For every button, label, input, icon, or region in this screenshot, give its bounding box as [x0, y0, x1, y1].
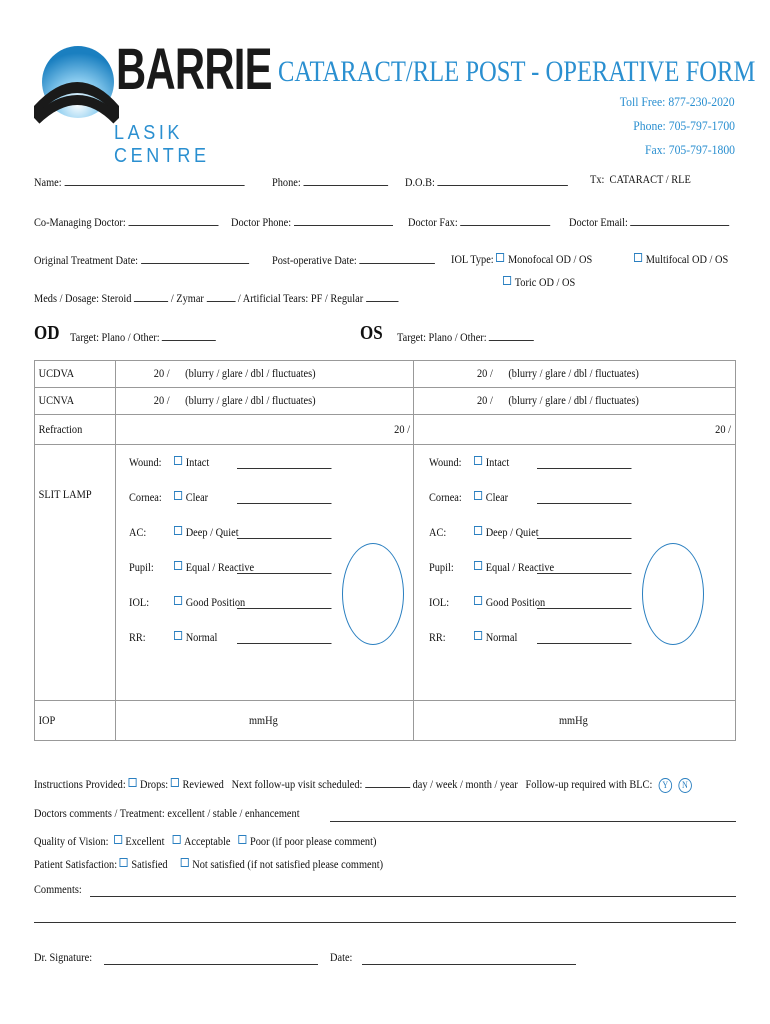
- slit-notes-field[interactable]: [537, 492, 632, 504]
- slit-notes-field[interactable]: [237, 597, 332, 609]
- comments-line-2[interactable]: [34, 922, 736, 923]
- slit-label: IOL:: [429, 597, 450, 609]
- slit-checkbox[interactable]: [474, 456, 482, 465]
- signature-line[interactable]: [104, 964, 318, 965]
- slit-option: Equal / Reactive: [185, 562, 254, 574]
- phone-label: Phone:: [272, 177, 301, 189]
- slit-label: Pupil:: [128, 562, 154, 574]
- slit-checkbox[interactable]: [174, 526, 182, 535]
- dob-field[interactable]: [437, 174, 567, 186]
- slit-checkbox[interactable]: [474, 526, 482, 535]
- followup-units: day / week / month / year: [412, 779, 518, 791]
- slit-lamp-row: [35, 445, 736, 701]
- followup-field[interactable]: [365, 776, 410, 788]
- ucnva-label: UCNVA: [38, 395, 75, 407]
- slit-label: Wound:: [429, 457, 462, 469]
- ucdva-os-quality: (blurry / glare / dbl / fluctuates): [508, 368, 640, 380]
- os-heading: OS: [360, 322, 383, 344]
- iol-type-label: IOL Type:: [451, 254, 494, 266]
- od-target-field[interactable]: [162, 329, 216, 341]
- form-title: CATARACT/RLE POST - OPERATIVE FORM: [278, 55, 756, 88]
- os-eye-diagram[interactable]: [642, 543, 704, 645]
- slit-option: Good Position: [486, 597, 546, 609]
- instructions-label: Instructions Provided:: [34, 779, 126, 791]
- co-doctor-field[interactable]: [128, 214, 218, 226]
- refraction-label: Refraction: [38, 423, 83, 436]
- slit-checkbox[interactable]: [174, 491, 182, 500]
- doctor-email-field[interactable]: [631, 214, 730, 226]
- ucdva-od-acuity: 20 /: [153, 368, 170, 380]
- slit-row-od-4: [129, 593, 254, 628]
- slit-option: Deep / Quiet: [486, 527, 540, 539]
- postop-date-label: Post-operative Date:: [272, 255, 357, 267]
- slit-checkbox[interactable]: [174, 561, 182, 570]
- reviewed-checkbox[interactable]: [171, 778, 179, 787]
- iop-od-cell[interactable]: [115, 701, 414, 741]
- zymar-field[interactable]: [206, 290, 235, 302]
- doctor-phone-label: Doctor Phone:: [231, 217, 292, 229]
- ucdva-os-cell[interactable]: [414, 361, 736, 388]
- postop-date-field[interactable]: [359, 252, 435, 264]
- slit-notes-field[interactable]: [537, 632, 632, 644]
- slit-checkbox[interactable]: [474, 561, 482, 570]
- od-target-label: Target: Plano / Other:: [70, 332, 160, 344]
- slit-checkbox[interactable]: [174, 456, 182, 465]
- tears-field[interactable]: [366, 290, 398, 302]
- slit-option: Normal: [185, 632, 218, 644]
- ucnva-row: [35, 388, 736, 415]
- slit-row-od-2: [129, 523, 254, 558]
- slit-option: Intact: [185, 457, 210, 469]
- blc-label: Follow-up required with BLC:: [525, 779, 653, 791]
- slit-checkbox[interactable]: [474, 596, 482, 605]
- toll-free: Toll Free: 877-230-2020: [620, 94, 735, 109]
- acceptable-checkbox[interactable]: [172, 835, 180, 844]
- slit-option: Clear: [185, 492, 209, 504]
- slit-label: Wound:: [128, 457, 162, 469]
- refraction-od-cell[interactable]: [115, 415, 414, 445]
- ucnva-os-cell[interactable]: [414, 388, 736, 415]
- ucnva-od-quality: (blurry / glare / dbl / fluctuates): [185, 395, 316, 407]
- slit-notes-field[interactable]: [537, 527, 632, 539]
- doctors-comments-label: Doctors comments / Treatment: excellent / stable / enhancement: [34, 808, 300, 820]
- slit-notes-field[interactable]: [237, 632, 332, 644]
- ucdva-od-quality: (blurry / glare / dbl / fluctuates): [185, 368, 316, 380]
- od-heading: OD: [34, 322, 60, 344]
- iop-od-unit: mmHg: [248, 714, 278, 727]
- slit-lamp-os-items: [429, 453, 568, 663]
- logo-brand: BARRIE: [116, 37, 272, 102]
- excellent-label: Excellent: [125, 836, 165, 848]
- dob-label: D.O.B:: [405, 177, 435, 189]
- slit-lamp-od-cell: [115, 445, 414, 701]
- slit-row-od-0: [129, 453, 254, 488]
- slit-label: Cornea:: [429, 492, 463, 504]
- ucnva-od-acuity: 20 /: [153, 395, 170, 407]
- slit-label: Cornea:: [128, 492, 162, 504]
- refraction-os-cell[interactable]: [414, 415, 736, 445]
- multifocal-checkbox[interactable]: [634, 253, 642, 262]
- slit-row-os-4: [429, 593, 554, 628]
- slit-notes-field[interactable]: [537, 597, 632, 609]
- toric-label: Toric OD / OS: [514, 277, 576, 289]
- ucdva-row: [35, 361, 736, 388]
- doctor-phone-field[interactable]: [294, 214, 393, 226]
- doctors-comments-line[interactable]: [330, 821, 736, 822]
- refraction-od-acuity: 20 /: [394, 423, 410, 436]
- slit-label: IOL:: [128, 597, 150, 609]
- date-line[interactable]: [362, 964, 576, 965]
- slit-checkbox[interactable]: [474, 491, 482, 500]
- ucdva-od-cell[interactable]: [115, 361, 414, 388]
- slit-label: AC:: [429, 527, 447, 539]
- refraction-row: [35, 415, 736, 445]
- slit-option: Deep / Quiet: [185, 527, 239, 539]
- slit-notes-field[interactable]: [237, 527, 332, 539]
- slit-row-od-3: [129, 558, 254, 593]
- doctor-fax-label: Doctor Fax:: [408, 217, 458, 229]
- zymar-label: / Zymar: [170, 293, 204, 305]
- ucnva-os-acuity: 20 /: [477, 395, 494, 407]
- iop-os-cell[interactable]: [414, 701, 736, 741]
- os-target-label: Target: Plano / Other:: [397, 332, 487, 344]
- slit-label: RR:: [128, 632, 146, 644]
- date-label: Date:: [330, 952, 353, 964]
- meds-label: Meds / Dosage: Steroid: [34, 293, 132, 305]
- satisfied-label: Satisfied: [131, 859, 168, 871]
- slit-row-os-2: [429, 523, 554, 558]
- reviewed-label: Reviewed: [182, 779, 224, 791]
- name-field[interactable]: [64, 174, 244, 186]
- slit-row-os-5: [429, 628, 554, 663]
- od-eye-diagram[interactable]: [342, 543, 404, 645]
- logo-subtitle: LASIK CENTRE: [114, 122, 210, 167]
- slit-option: Intact: [486, 457, 510, 469]
- orig-date-field[interactable]: [141, 252, 249, 264]
- drops-label: Drops:: [140, 779, 169, 791]
- slit-notes-field[interactable]: [237, 457, 332, 469]
- refraction-os-acuity: 20 /: [715, 423, 732, 436]
- sunrise-logo-icon: [34, 40, 119, 125]
- quality-label: Quality of Vision:: [34, 836, 109, 848]
- comments-label: Comments:: [34, 884, 82, 896]
- co-doctor-label: Co-Managing Doctor:: [34, 217, 126, 229]
- slit-lamp-od-items: [129, 453, 268, 663]
- satisfaction-label: Patient Satisfaction:: [34, 859, 118, 871]
- doctor-fax-field[interactable]: [460, 214, 550, 226]
- slit-option: Clear: [486, 492, 509, 504]
- iop-row: [35, 701, 736, 741]
- slit-notes-field[interactable]: [537, 562, 632, 574]
- no-option[interactable]: N: [678, 778, 692, 793]
- slit-option: Good Position: [185, 597, 246, 609]
- poor-label: Poor (if poor please comment): [249, 836, 377, 848]
- os-target-field[interactable]: [489, 329, 534, 341]
- slit-option: Normal: [486, 632, 518, 644]
- phone-number: Phone: 705-797-1700: [633, 118, 735, 133]
- fax-number: Fax: 705-797-1800: [644, 142, 735, 157]
- slit-checkbox[interactable]: [174, 631, 182, 640]
- acceptable-label: Acceptable: [183, 836, 231, 848]
- slit-lamp-label: SLIT LAMP: [38, 489, 92, 501]
- slit-label: AC:: [128, 527, 147, 539]
- iop-label: IOP: [38, 714, 56, 727]
- comments-line-1[interactable]: [90, 896, 736, 897]
- satisfied-checkbox[interactable]: [120, 858, 128, 867]
- slit-row-os-1: [429, 488, 554, 523]
- slit-label: Pupil:: [429, 562, 455, 574]
- ucdva-os-acuity: 20 /: [477, 368, 494, 380]
- slit-checkbox[interactable]: [474, 631, 482, 640]
- not-satisfied-label: Not satisfied (if not satisfied please comment): [192, 859, 384, 871]
- ucnva-od-cell[interactable]: [115, 388, 414, 415]
- slit-option: Equal / Reactive: [486, 562, 555, 574]
- drops-checkbox[interactable]: [128, 778, 136, 787]
- slit-row-od-1: [129, 488, 254, 523]
- slit-row-od-5: [129, 628, 254, 663]
- steroid-field[interactable]: [134, 290, 168, 302]
- slit-label: RR:: [429, 632, 447, 644]
- slit-row-os-3: [429, 558, 554, 593]
- name-label: Name:: [34, 177, 62, 189]
- slit-notes-field[interactable]: [237, 562, 332, 574]
- slit-notes-field[interactable]: [537, 457, 632, 469]
- tears-label: / Artificial Tears: PF / Regular: [237, 293, 364, 305]
- toric-checkbox[interactable]: [503, 276, 511, 285]
- multifocal-label: Multifocal OD / OS: [645, 254, 729, 266]
- not-satisfied-checkbox[interactable]: [181, 858, 189, 867]
- slit-notes-field[interactable]: [237, 492, 332, 504]
- logo: [34, 37, 272, 167]
- ucdva-label: UCDVA: [38, 368, 75, 380]
- orig-date-label: Original Treatment Date:: [34, 255, 139, 267]
- doctor-email-label: Doctor Email:: [569, 217, 628, 229]
- exam-table: [34, 360, 736, 741]
- slit-lamp-os-cell: [414, 445, 736, 701]
- monofocal-label: Monofocal OD / OS: [507, 254, 593, 266]
- phone-field[interactable]: [303, 174, 388, 186]
- signature-label: Dr. Signature:: [34, 952, 93, 964]
- yes-option[interactable]: Y: [659, 778, 673, 793]
- slit-row-os-0: [429, 453, 554, 488]
- tx-label: Tx:: [590, 174, 605, 186]
- excellent-checkbox[interactable]: [114, 835, 122, 844]
- monofocal-checkbox[interactable]: [496, 253, 504, 262]
- tx-value: CATARACT / RLE: [609, 174, 691, 186]
- followup-label: Next follow-up visit scheduled:: [231, 779, 363, 791]
- slit-checkbox[interactable]: [174, 596, 182, 605]
- ucnva-os-quality: (blurry / glare / dbl / fluctuates): [508, 395, 640, 407]
- iop-os-unit: mmHg: [558, 714, 588, 727]
- poor-checkbox[interactable]: [238, 835, 246, 844]
